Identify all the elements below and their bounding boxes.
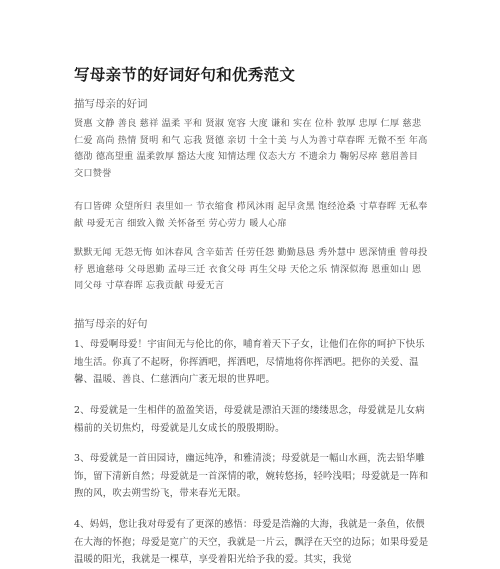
sentences-section-heading: 描写母亲的好句 <box>74 318 148 330</box>
word-group-3: 默默无闻 无怨无悔 如沐春风 含辛茹苦 任劳任怨 勤勤恳恳 秀外慧中 恩深情重 曾母投杼 恩逾慈母 父母恩勤 孟母三迁 衣食父母 再生父母 天伦之乐 情深似海 恩重如山 恩同父母 寸草春晖 忘我贡献 母爱无言 <box>74 247 428 291</box>
sentence-paragraph-4: 4、妈妈，您让我对母爱有了更深的感悟：母爱是浩瀚的大海，我就是一条鱼，依偎在大海的怀抱；母爱是宽广的天空，我就是一片云，飘浮在天空的边际；如果母爱是温暖的阳光，我就是一棵草，享受着阳光给予我的爱。其实，我觉 <box>74 519 429 565</box>
sentence-paragraph-2: 2、母爱就是一生相伴的盈盈笑语，母爱就是漂泊天涯的缕缕思念，母爱就是儿女病榻前的关切焦灼，母爱就是儿女成长的殷殷期盼。 <box>74 405 425 434</box>
article-title: 写母亲节的好词好句和优秀范文 <box>74 65 296 84</box>
words-section-heading: 描写母亲的好词 <box>74 98 148 110</box>
sentence-paragraph-3: 3、母爱就是一首田园诗，幽远纯净，和雅清淡；母爱就是一幅山水画，洗去铅华雕饰，留下清新自然；母爱就是一首深情的歌，婉转悠扬，轻吟浅唱；母爱就是一阵和煦的风，吹去朔雪纷飞，带来春光无限。 <box>74 453 429 499</box>
word-group-1: 贤惠 文静 善良 慈祥 温柔 平和 贤淑 宽容 大度 谦和 实在 位朴 敦厚 忠厚 仁厚 慈悲 仁爱 高尚 热情 贤明 和气 忘我 贤德 亲切 十全十美 与人为善寸草春晖 无微不至 年高德劭 德高望重 温柔敦厚 豁达大度 知情达理 仪态大方 不遗余力 鞠躬尽瘁 慈眉善目 交口赞誉 <box>74 118 428 179</box>
word-group-2: 有口皆碑 众望所归 表里如一 节衣缩食 栉风沐雨 起早贪黑 饱经沧桑 寸草春晖 无私奉献 母爱无言 细致入微 关怀备至 劳心劳力 暖人心扉 <box>74 201 428 229</box>
sentence-paragraph-1: 1、母爱啊母爱！宇宙间无与伦比的你，哺育着天下子女，让他们在你的呵护下快乐地生活。你真了不起呀，你挥洒吧，挥洒吧，尽情地将你挥洒吧。把你的关爱、温馨、温暖、善良、仁慈洒向广袤无垠的世界吧。 <box>74 339 425 385</box>
